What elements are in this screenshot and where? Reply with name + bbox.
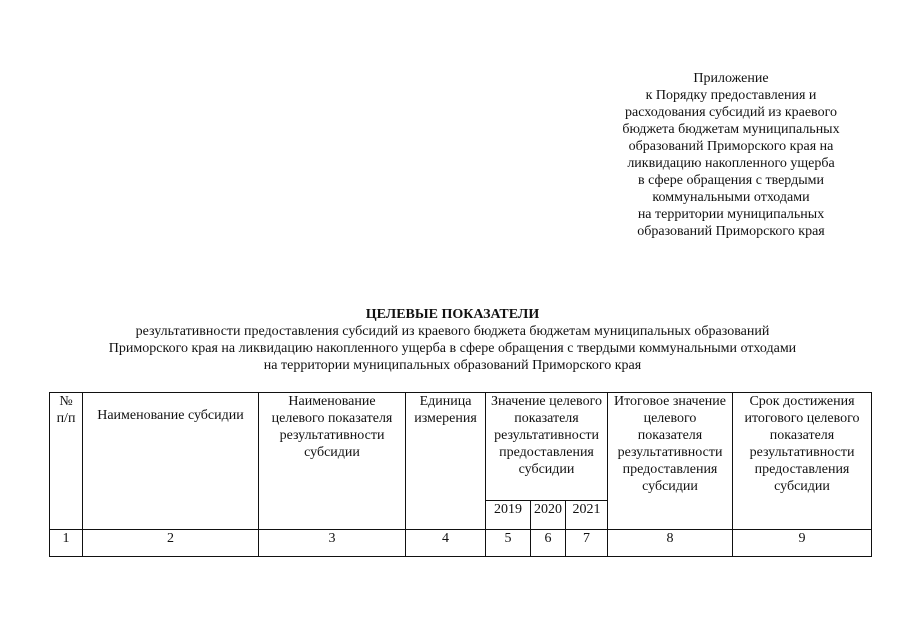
column-number: 4 <box>406 530 486 557</box>
column-number: 1 <box>50 530 83 557</box>
document-title: ЦЕЛЕВЫЕ ПОКАЗАТЕЛИ <box>365 307 540 322</box>
header-deadline: Срок достижения итогового целевого показателя результативности предоставления субсидии <box>733 393 872 530</box>
header-value: Значение целевого показателя результативности предоставления субсидии <box>486 393 608 501</box>
column-number: 5 <box>486 530 531 557</box>
column-number: 2 <box>83 530 259 557</box>
appendix-line: в сфере обращения с твердыми <box>637 173 825 188</box>
header-unit: Единица измерения <box>406 393 486 530</box>
header-subsidy-name <box>83 393 259 530</box>
appendix-note <box>596 70 866 240</box>
year-cell: 2019 <box>486 501 531 530</box>
column-number: 3 <box>259 530 406 557</box>
appendix-line: к Порядку предоставления и <box>645 88 817 103</box>
column-number: 8 <box>608 530 733 557</box>
appendix-line: расходования субсидий из краевого <box>625 105 837 120</box>
title-block <box>0 306 905 374</box>
column-number: 9 <box>733 530 872 557</box>
header-subsidy-name-text: Наименование субсидии <box>97 408 244 423</box>
appendix-line: Приложение <box>693 71 769 86</box>
year-cell: 2020 <box>531 501 566 530</box>
appendix-line: образований Приморского края на <box>628 139 834 154</box>
appendix-line: образований Приморского края <box>637 224 825 239</box>
table-column-numbers-row <box>50 530 872 557</box>
appendix-line: бюджета бюджетам муниципальных <box>622 122 840 137</box>
header-num: № п/п <box>50 393 83 530</box>
year-cell: 2021 <box>566 501 608 530</box>
document-subtitle <box>0 323 905 374</box>
indicators-table <box>49 392 872 557</box>
header-indicator-name: Наименование целевого показателя результативности субсидии <box>259 393 406 530</box>
subtitle-line: результативности предоставления субсидий из краевого бюджета бюджетам муниципальных образований <box>135 324 770 339</box>
appendix-line: на территории муниципальных <box>637 207 825 222</box>
appendix-line: ликвидацию накопленного ущерба <box>627 156 835 171</box>
subtitle-line: на территории муниципальных образований Приморского края <box>263 358 642 373</box>
column-number: 7 <box>566 530 608 557</box>
table-header-row <box>50 393 872 501</box>
appendix-line: коммунальными отходами <box>652 190 810 205</box>
header-final-value: Итоговое значение целевого показателя результативности предоставления субсидии <box>608 393 733 530</box>
column-number: 6 <box>531 530 566 557</box>
subtitle-line: Приморского края на ликвидацию накопленного ущерба в сфере обращения с твердыми коммунальными отходами <box>108 341 797 356</box>
